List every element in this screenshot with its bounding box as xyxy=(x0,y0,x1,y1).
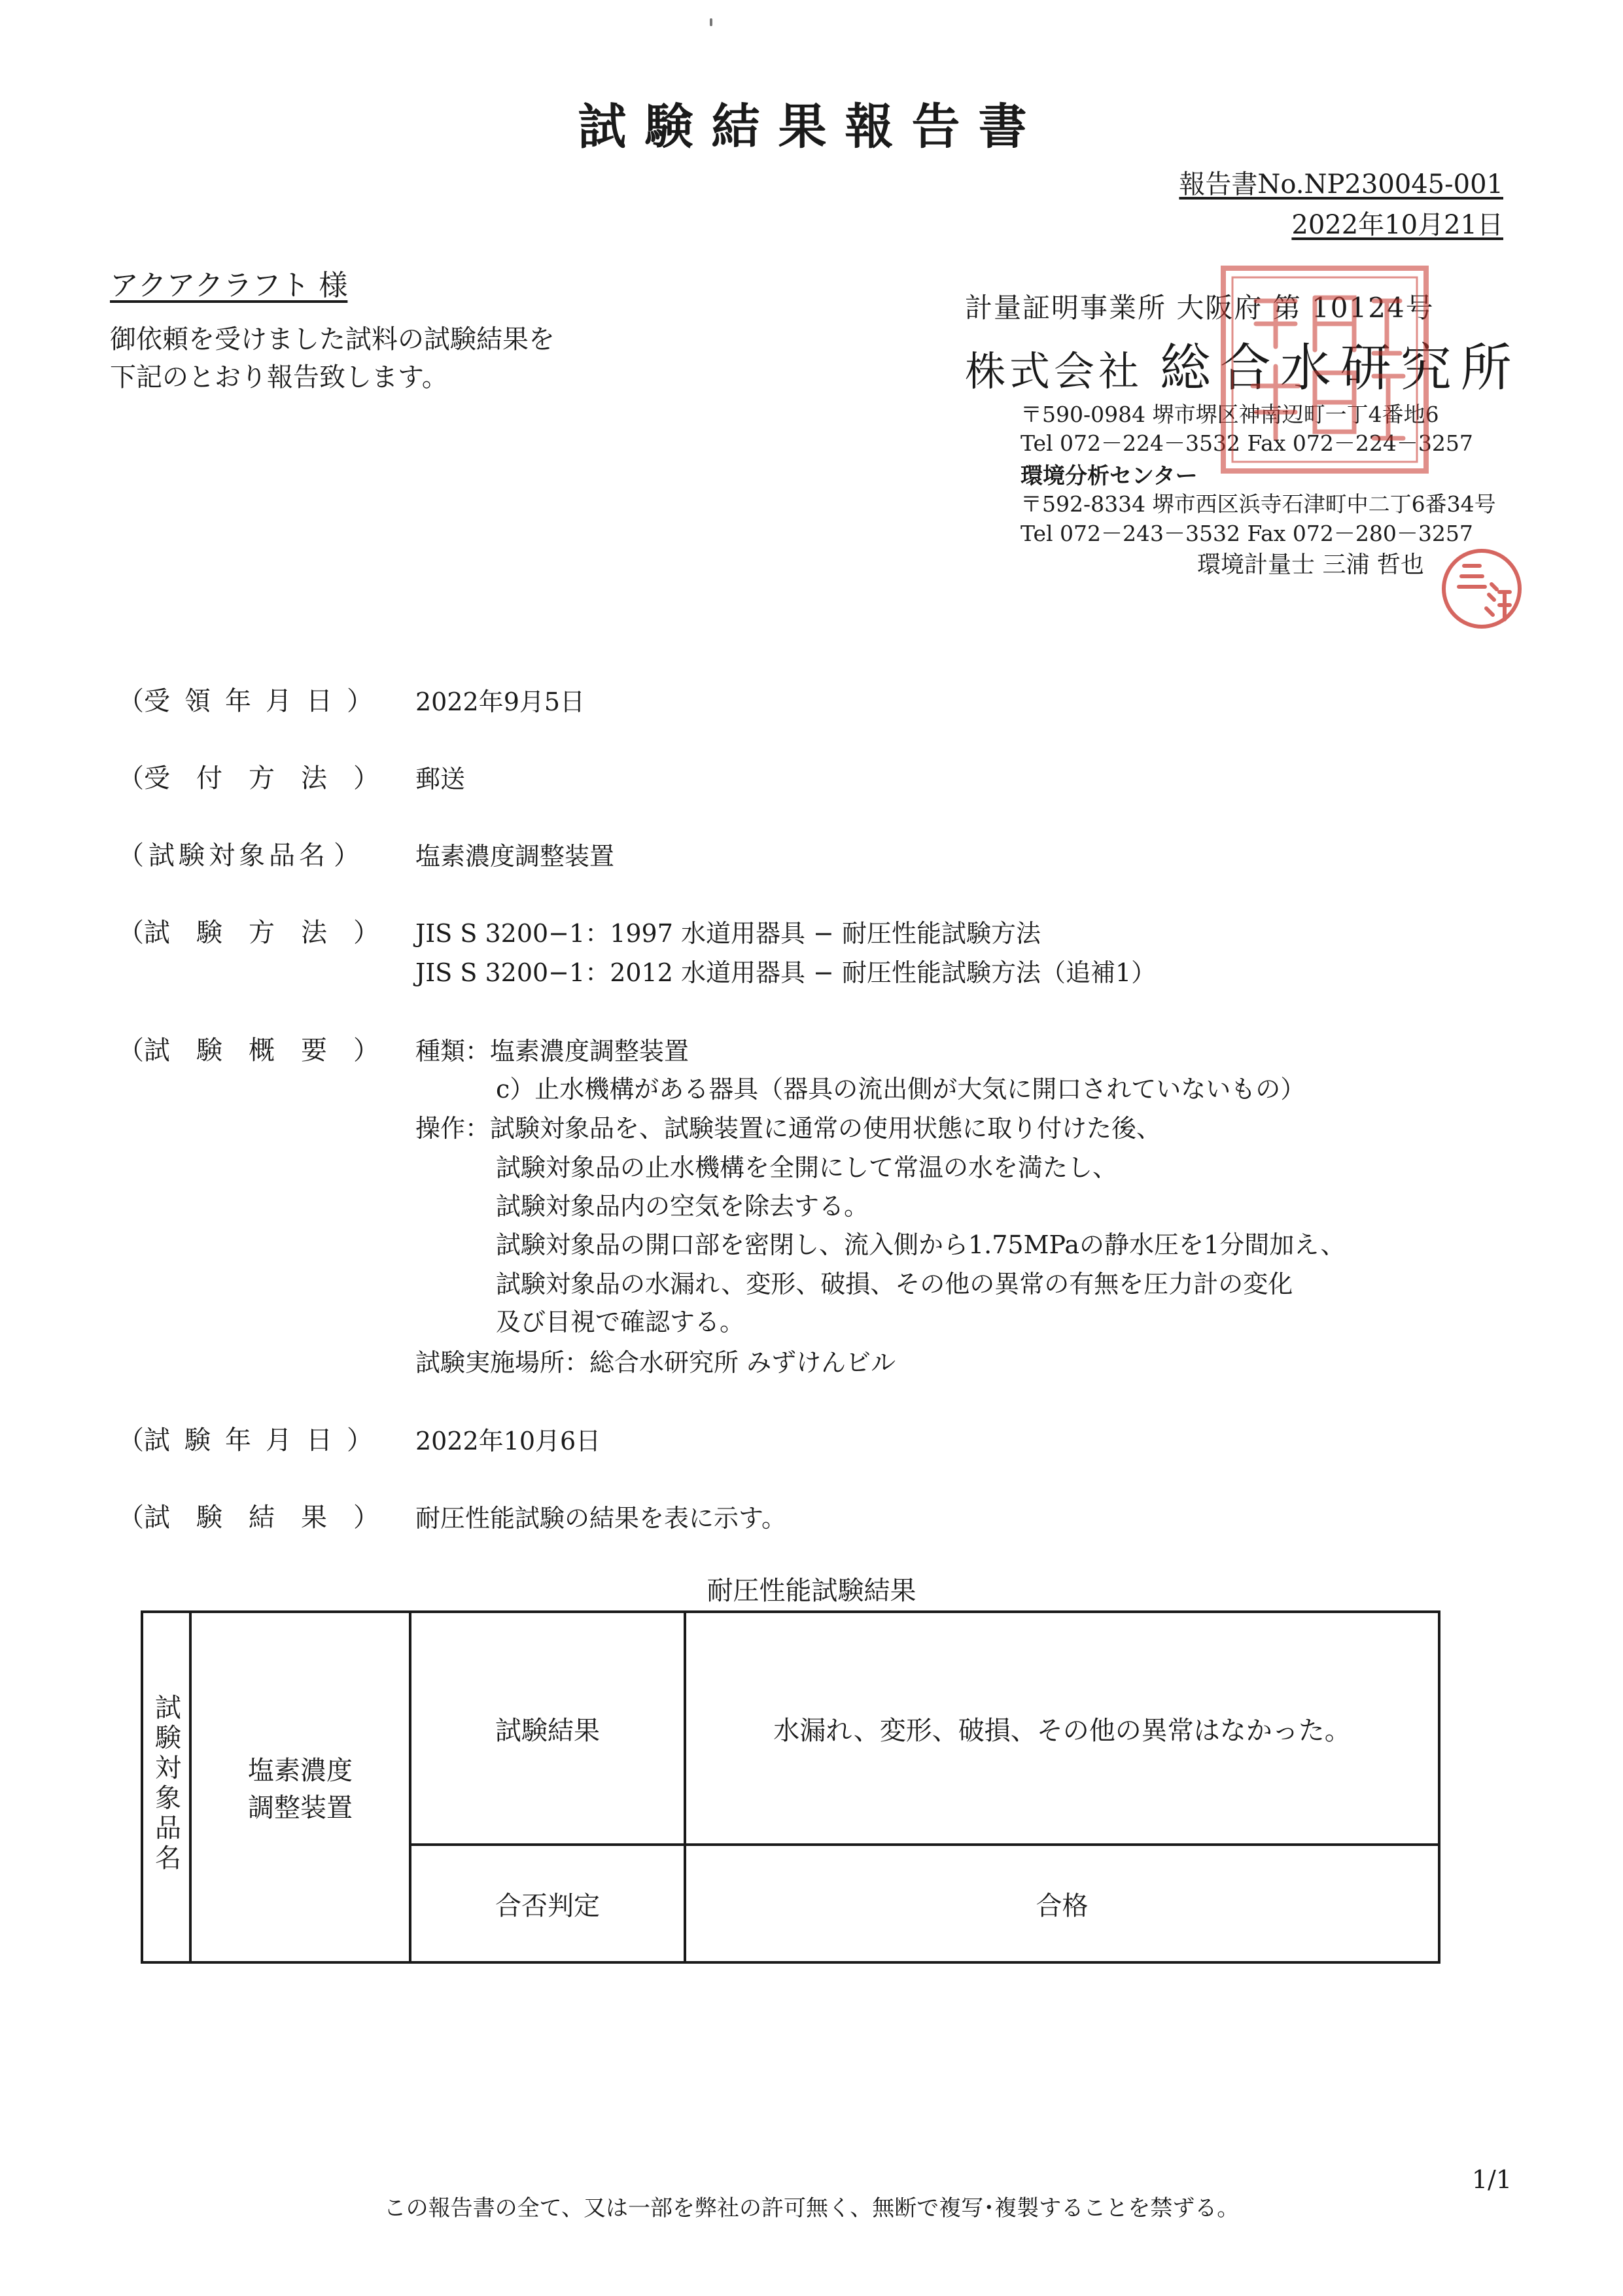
head-office-phone: Tel 072－224－3532 Fax 072－224－3257 xyxy=(1021,430,1473,456)
analyst-seal-icon xyxy=(1439,546,1524,631)
field-label-test-result: （ 試験結果 ） xyxy=(118,1503,379,1533)
footer-notice: この報告書の全て、又は一部を弊社の許可無く、無断で複写･複製することを禁ずる。 xyxy=(383,2195,1240,2221)
field-label-test-item-name: （ 試験対象品名 ） xyxy=(118,841,360,871)
company-seal-icon xyxy=(1217,262,1433,478)
overview-line: 試験対象品の止水機構を全開にして常温の水を満たし、 xyxy=(496,1153,1118,1182)
report-date: 2022年10月21日 xyxy=(1291,210,1503,240)
results-table xyxy=(141,1610,1440,1964)
center-phone: Tel 072－243－3532 Fax 072－280－3257 xyxy=(1021,521,1473,546)
overview-line: 及び目視で確認する。 xyxy=(496,1308,745,1336)
document-title: 試験結果報告書 xyxy=(578,99,1045,155)
page-number: 1/1 xyxy=(1471,2165,1512,2194)
overview-line: 種類：塩素濃度調整装置 xyxy=(415,1037,689,1066)
report-number: 報告書No.NP230045-001 xyxy=(1179,169,1503,200)
field-value-test-item-name: 塩素濃度調整装置 xyxy=(415,842,615,871)
field-label-test-overview: （ 試験概要 ） xyxy=(118,1035,379,1066)
table-row-value: 水漏れ、変形、破損、その他の異常はなかった。 xyxy=(685,1612,1439,1845)
field-value-test-method-1: JIS S 3200−1：1997 水道用器具 − 耐圧性能試験方法 xyxy=(415,919,1041,948)
field-label-reception-method: （ 受付方法 ） xyxy=(118,763,379,793)
field-label-test-method: （ 試験方法 ） xyxy=(118,918,379,948)
field-value-reception-method: 郵送 xyxy=(415,765,466,793)
overview-line: 試験対象品の開口部を密閉し、流入側から1.75MPaの静水圧を1分間加え、 xyxy=(496,1230,1346,1259)
field-value-received-date: 2022年9月5日 xyxy=(415,687,585,716)
overview-line: c）止水機構がある器具（器具の流出側が大気に開口されていないもの） xyxy=(496,1075,1306,1104)
field-value-test-method-2: JIS S 3200−1：2012 水道用器具 − 耐圧性能試験方法（追補1） xyxy=(415,958,1157,987)
table-caption: 耐圧性能試験結果 xyxy=(707,1576,916,1606)
certification-number: 計量証明事業所 大阪府 第 10124号 xyxy=(965,292,1435,324)
table-row-value: 合格 xyxy=(685,1845,1439,1962)
overview-line: 試験対象品の水漏れ、変形、破損、その他の異常の有無を圧力計の変化 xyxy=(496,1270,1293,1298)
table-row-header: 合否判定 xyxy=(410,1845,685,1962)
table-row-header: 試験結果 xyxy=(410,1612,685,1845)
center-address: 〒592-8334 堺市西区浜寺石津町中二丁6番34号 xyxy=(1021,491,1496,517)
field-label-test-date: （ 試験年月日 ） xyxy=(118,1425,373,1455)
greeting: 御依頼を受けました試料の試験結果を 下記のとおり報告致します。 xyxy=(110,324,555,392)
company-main-name: 総合水研究所 xyxy=(1159,339,1521,398)
recipient: アクアクラフト 様 xyxy=(110,269,348,302)
overview-line: 試験対象品内の空気を除去する。 xyxy=(496,1192,869,1221)
center-name: 環境分析センター xyxy=(1021,463,1198,489)
table-item-name: 塩素濃度 調整装置 xyxy=(190,1612,410,1962)
overview-line: 試験実施場所：総合水研究所 みずけんビル xyxy=(415,1348,896,1377)
scan-speck xyxy=(710,18,712,26)
table-side-header: 試験対象品名 xyxy=(142,1612,190,1962)
head-office-address: 〒590-0984 堺市堺区神南辺町一丁4番地6 xyxy=(1021,402,1439,427)
field-label-received-date: （ 受領年月日 ） xyxy=(118,686,373,716)
overview-line: 操作：試験対象品を、試験装置に通常の使用状態に取り付けた後、 xyxy=(415,1114,1162,1143)
field-value-test-result: 耐圧性能試験の結果を表に示す。 xyxy=(415,1504,786,1533)
analyst-name: 環境計量士 三浦 哲也 xyxy=(1197,551,1424,578)
field-value-test-date: 2022年10月6日 xyxy=(415,1427,601,1455)
company-prefix: 株式会社 xyxy=(965,347,1143,395)
